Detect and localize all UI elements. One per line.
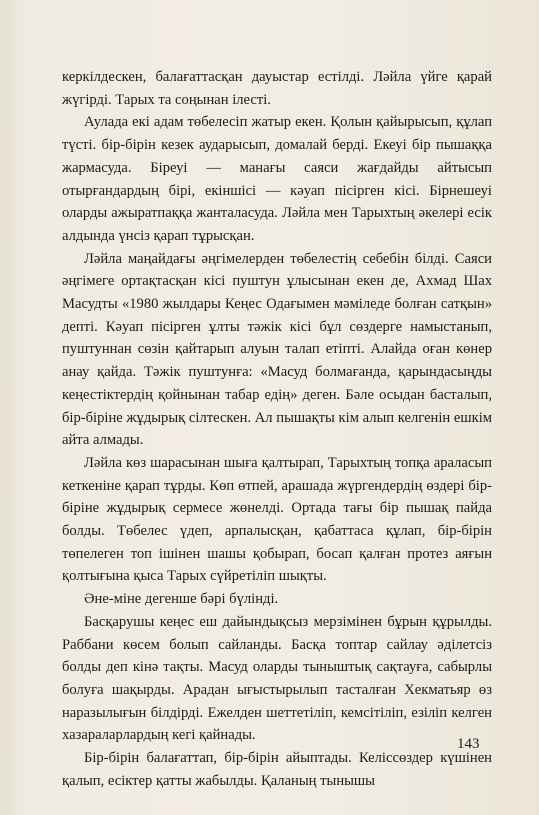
paragraph-3: Ләйла маңайдағы әңгімелерден төбелестің себебін білді. Саяси әңгімеге ортақтасқан кісі пуштун ұлысынан екен де, Ахмад Шах Масудты «1980 жылдары Кеңес Одағымен мәміледе болған сатқын» депті. Кәуап пісірген ұлты тәжік кісі бұл сөздерге намыстанып, пуштуннан сөзін қайтарып алуын талап етіпті. Алайда оған көнер анау қайда. Тәжік пуштунға: «Масуд болмағанда, қарындасыңды кеңестіктердің қойнынан табар едің» деген. Бәле осыдан басталып, бір-біріне жұдырық сілтескен. Ал пышақты кім алып келгенін ешкім айта алмады. <box>62 250 492 449</box>
paragraph-7: Бір-бірін балағаттап, бір-бірін айыптады. Келіссөздер күшінен қалып, есіктер қатты жабылды. Қаланың тынышы <box>62 750 492 789</box>
paragraph-4: Ләйла көз шарасынан шыға қалтырап, Тарыхтың топқа араласып кеткеніне қарап тұрды. Көп өтпей, арашада жүргендердің өздері бір-біріне жұдырық сермесе жөнелді. Ортада тағы бір пышақ пайда болды. Төбелес үдеп, арпалысқан, қабаттаса құлап, бір-бірін төпелеген топ ішінен шашы қобырап, босап қалған протез аяғын қолтығына қыса Тарых сүйретіліп шықты. <box>62 454 492 585</box>
body-text <box>62 66 492 793</box>
paragraph-6: Басқарушы кеңес еш дайындықсыз мерзімінен бұрын құрылды. Раббани көсем болып сайланды. Басқа топтар сайлау әділетсіз болды деп кінә тақты. Масуд оларды тыныштық сақтауға, сабырлы болуға шақырды. Арадан ығыстырылып тасталған Хекматьяр өз наразылығын білдірді. Ежелден шеттетіліп, кемсітіліп, езіліп келген хазараларлардың кегі қайнады. <box>62 613 492 744</box>
paragraph-5: Әне-міне дегенше бәрі бүлінді. <box>84 591 279 608</box>
paragraph-1: керкілдескен, балағаттасқан дауыстар естілді. Ләйла үйге қарай жүгірді. Тарых та соңынан ілесті. <box>62 69 492 108</box>
paragraph-2: Аулада екі адам төбелесіп жатыр екен. Қолын қайырысып, құлап түсті. бір-бірін кезек аударысып, домалай берді. Екеуі бір пышаққа жармасуда. Біреуі — манағы саяси жағдайды айтысып отырғандардың бірі, екіншісі — кәуап пісірген кісі. Бірнешеуі оларды ажыратпаққа жанталасуда. Ләйла мен Тарыхтың әкелері есік алдында үнсіз қарап тұрысқан. <box>62 114 492 244</box>
page-number: 143 <box>457 736 480 752</box>
